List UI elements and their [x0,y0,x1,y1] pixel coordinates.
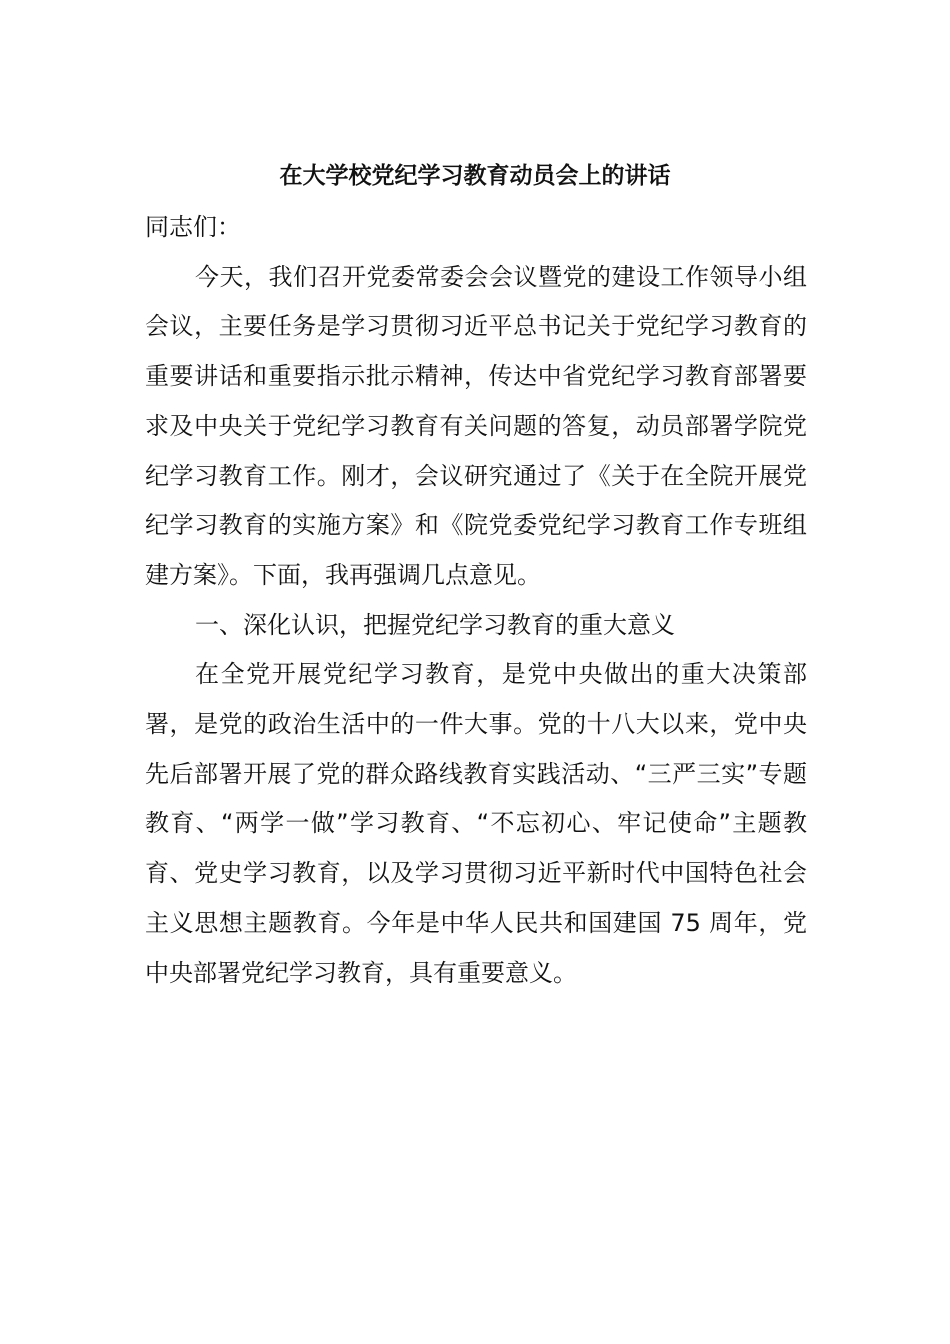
document-title: 在大学校党纪学习教育动员会上的讲话 [279,163,671,189]
document-body [145,203,807,998]
paragraph-intro: 今天，我们召开党委常委会会议暨党的建设工作领导小组会议，主要任务是学习贯彻习近平总书记关于党纪学习教育的重要讲话和重要指示批示精神，传达中省党纪学习教育部署要求及中央关于党纪学习教育有关问题的答复，动员部署学院党纪学习教育工作。刚才，会议研究通过了《关于在全院开展党纪学习教育的实施方案》和《院党委党纪学习教育工作专班组建方案》。下面，我再强调几点意见。 [145,262,807,589]
greeting: 同志们： [145,213,241,241]
paragraph-significance: 在全党开展党纪学习教育，是党中央做出的重大决策部署，是党的政治生活中的一件大事。党的十八大以来，党中央先后部署开展了党的群众路线教育实践活动、“三严三实”专题教育、“两学一做”学习教育、“不忘初心、牢记使命”主题教育、党史学习教育，以及学习贯彻习近平新时代中国特色社会主义思想主题教育。今年是中华人民共和国建国 75 周年，党中央部署党纪学习教育，具有重要意义。 [145,660,807,987]
section-heading: 一、深化认识，把握党纪学习教育的重大意义 [195,610,675,639]
